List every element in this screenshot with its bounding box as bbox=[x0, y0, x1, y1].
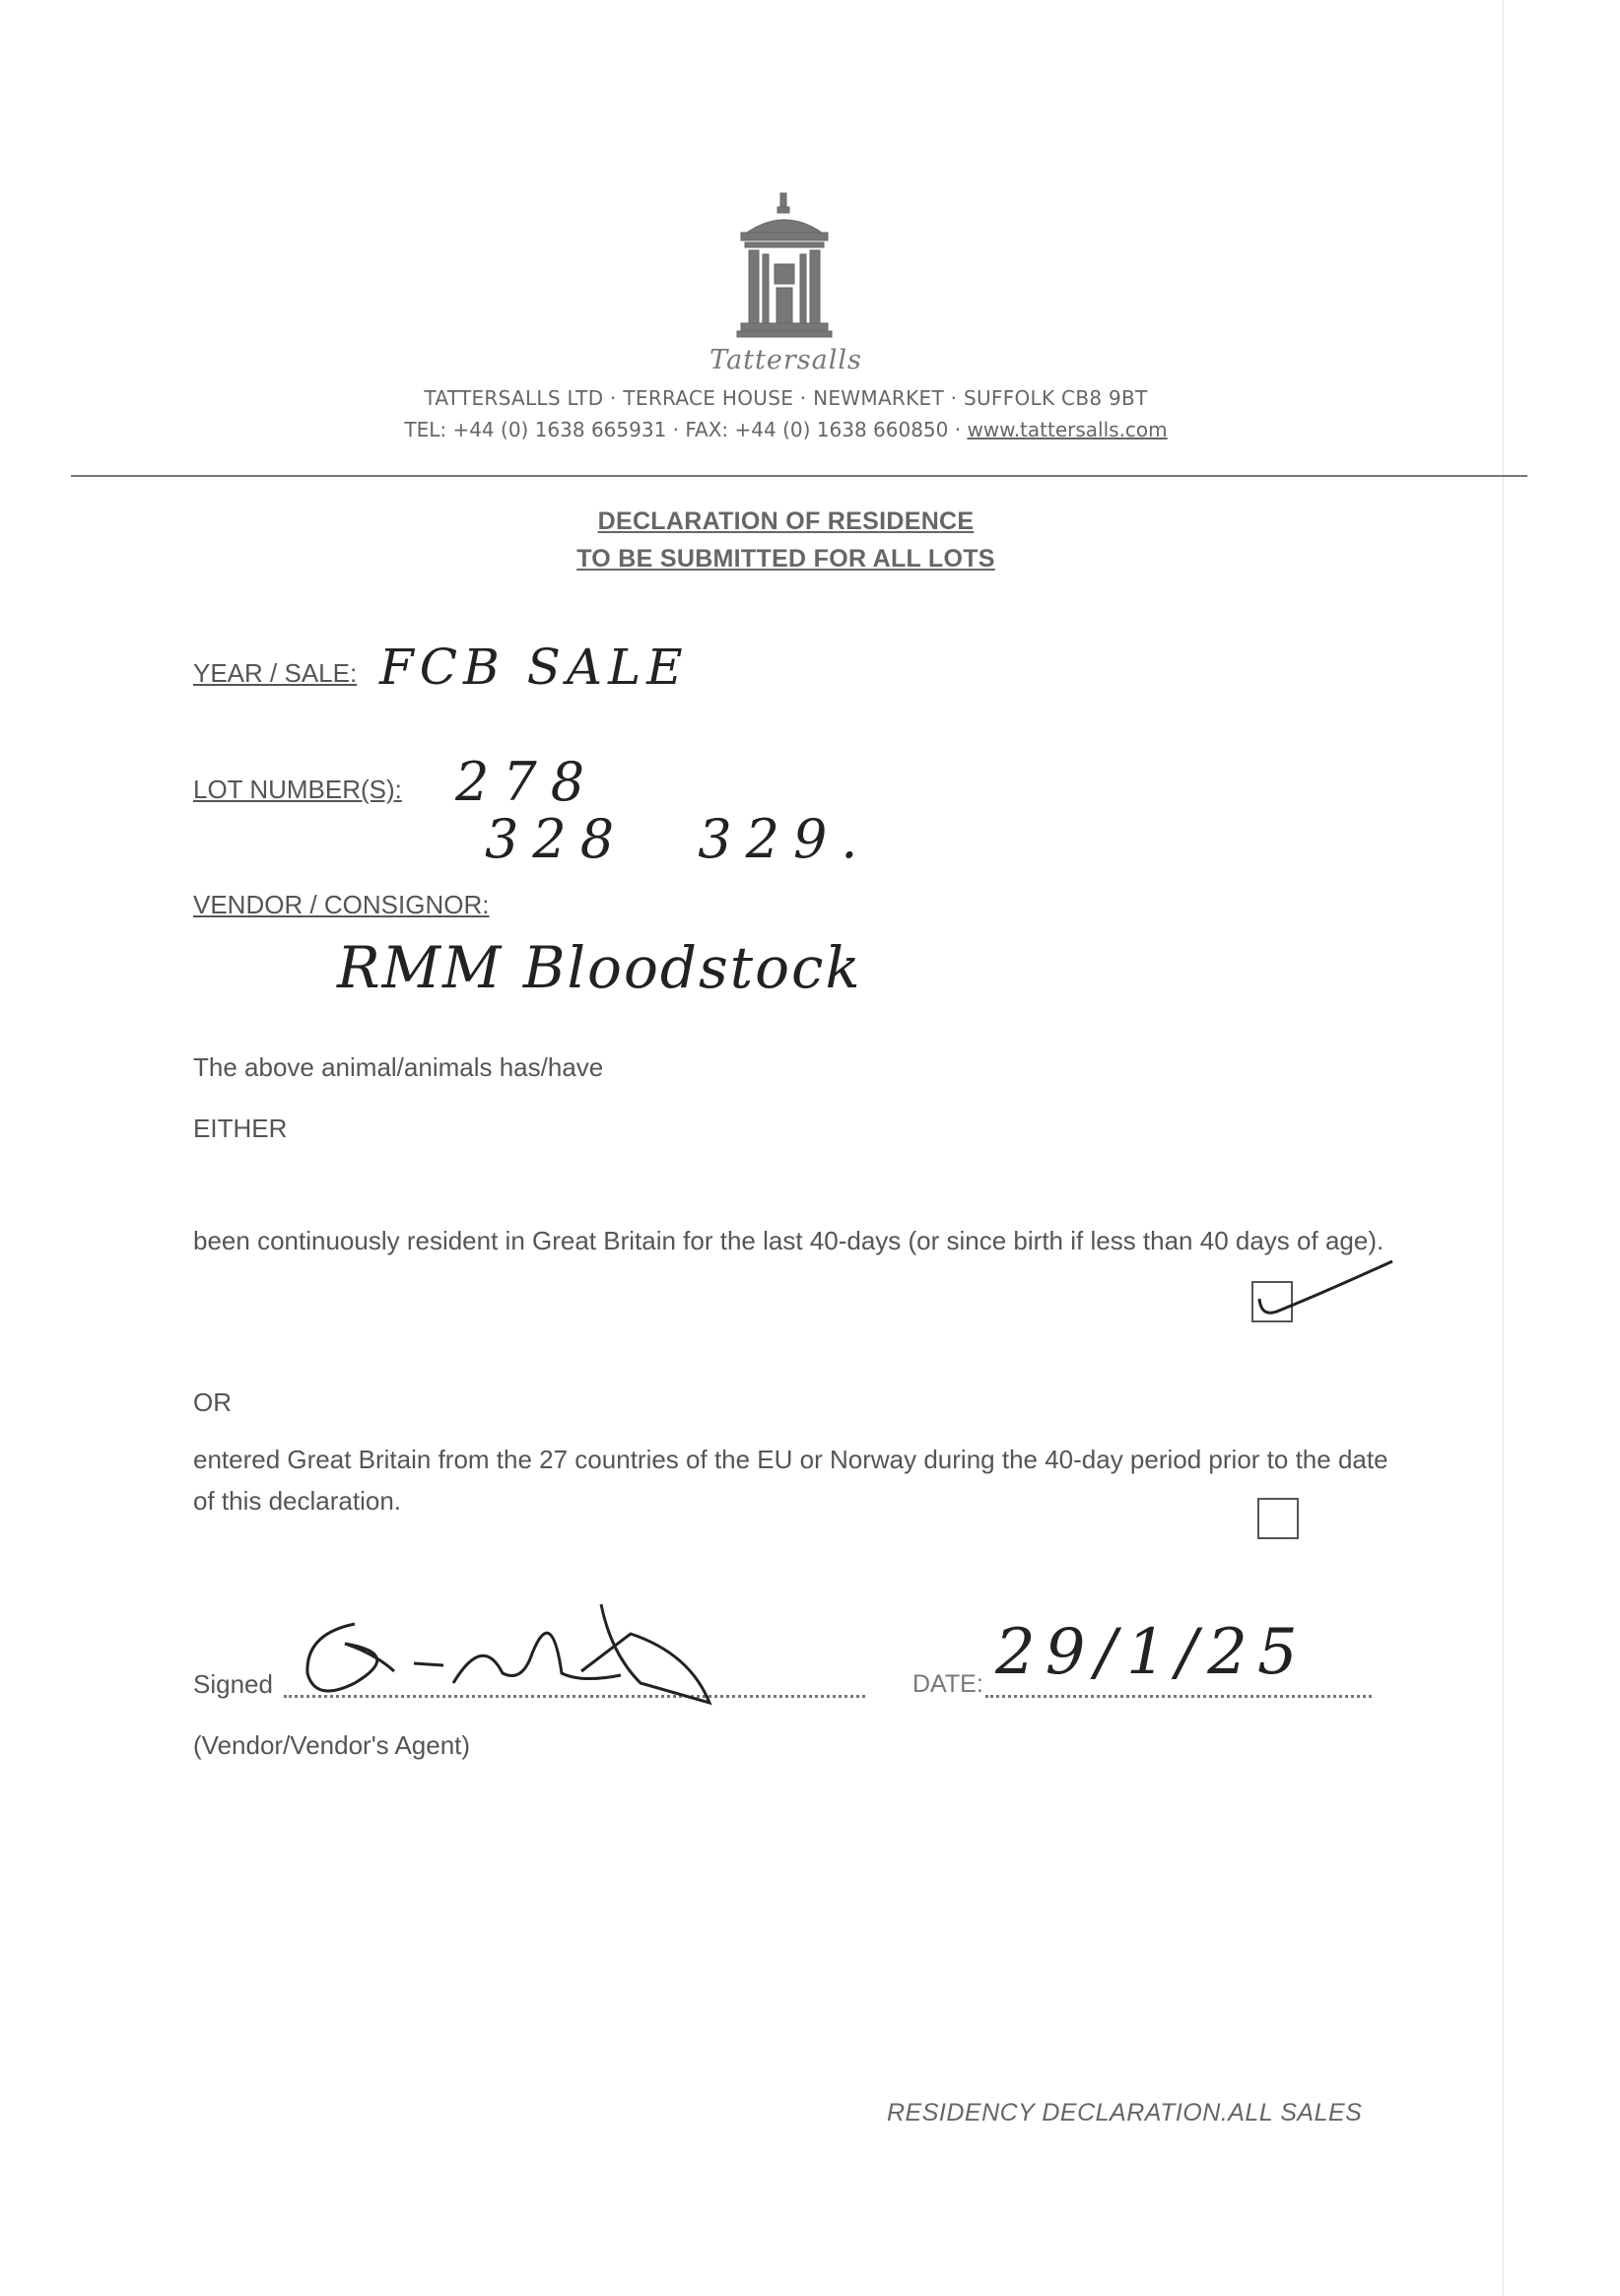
lot-numbers-line2[interactable]: 328 329. bbox=[485, 808, 872, 870]
intro-text: The above animal/animals has/have bbox=[193, 1052, 604, 1082]
brand-name: Tattersalls bbox=[709, 345, 862, 375]
lot-numbers-line1[interactable]: 278 bbox=[455, 751, 599, 813]
option2-text: entered Great Britain from the 27 countries of the EU or Norway during the 40-day period prior to the date of this declaration. bbox=[193, 1445, 1388, 1516]
tattersalls-logo-icon bbox=[737, 193, 832, 339]
year-sale-value[interactable]: FCB SALE bbox=[379, 639, 689, 696]
year-sale-label: YEAR / SALE: bbox=[193, 658, 358, 688]
checkmark-icon bbox=[1249, 1259, 1407, 1328]
company-address: TATTERSALLS LTD · TERRACE HOUSE · NEWMARKET · SUFFOLK CB8 9BT bbox=[424, 386, 1148, 410]
vendor-value[interactable]: RMM Bloodstock bbox=[337, 934, 862, 1001]
option1-text: been continuously resident in Great Britain for the last 40-days (or since birth if less than 40 days of age). bbox=[193, 1226, 1384, 1255]
either-label: EITHER bbox=[193, 1114, 288, 1143]
company-contact bbox=[0, 418, 1572, 441]
document-title: DECLARATION OF RESIDENCE bbox=[597, 507, 975, 535]
form-reference: RESIDENCY DECLARATION.ALL SALES bbox=[887, 2099, 1363, 2127]
or-label: OR bbox=[193, 1387, 232, 1417]
document-subtitle: TO BE SUBMITTED FOR ALL LOTS bbox=[576, 545, 995, 573]
date-label: DATE: bbox=[912, 1670, 983, 1698]
date-line bbox=[985, 1695, 1372, 1698]
signature-scribble[interactable] bbox=[286, 1594, 739, 1713]
date-value[interactable]: 29/1/25 bbox=[995, 1616, 1308, 1689]
contact-phone-fax: TEL: +44 (0) 1638 665931 · FAX: +44 (0) 1638 660850 · bbox=[404, 418, 968, 441]
vendor-label: VENDOR / CONSIGNOR: bbox=[193, 890, 490, 919]
lot-numbers-label: LOT NUMBER(S): bbox=[193, 775, 402, 804]
signer-role: (Vendor/Vendor's Agent) bbox=[193, 1730, 471, 1760]
website-link[interactable]: www.tattersalls.com bbox=[967, 418, 1168, 441]
option2-checkbox[interactable] bbox=[1257, 1498, 1299, 1539]
signed-label: Signed bbox=[193, 1669, 273, 1699]
header-divider bbox=[71, 475, 1527, 477]
